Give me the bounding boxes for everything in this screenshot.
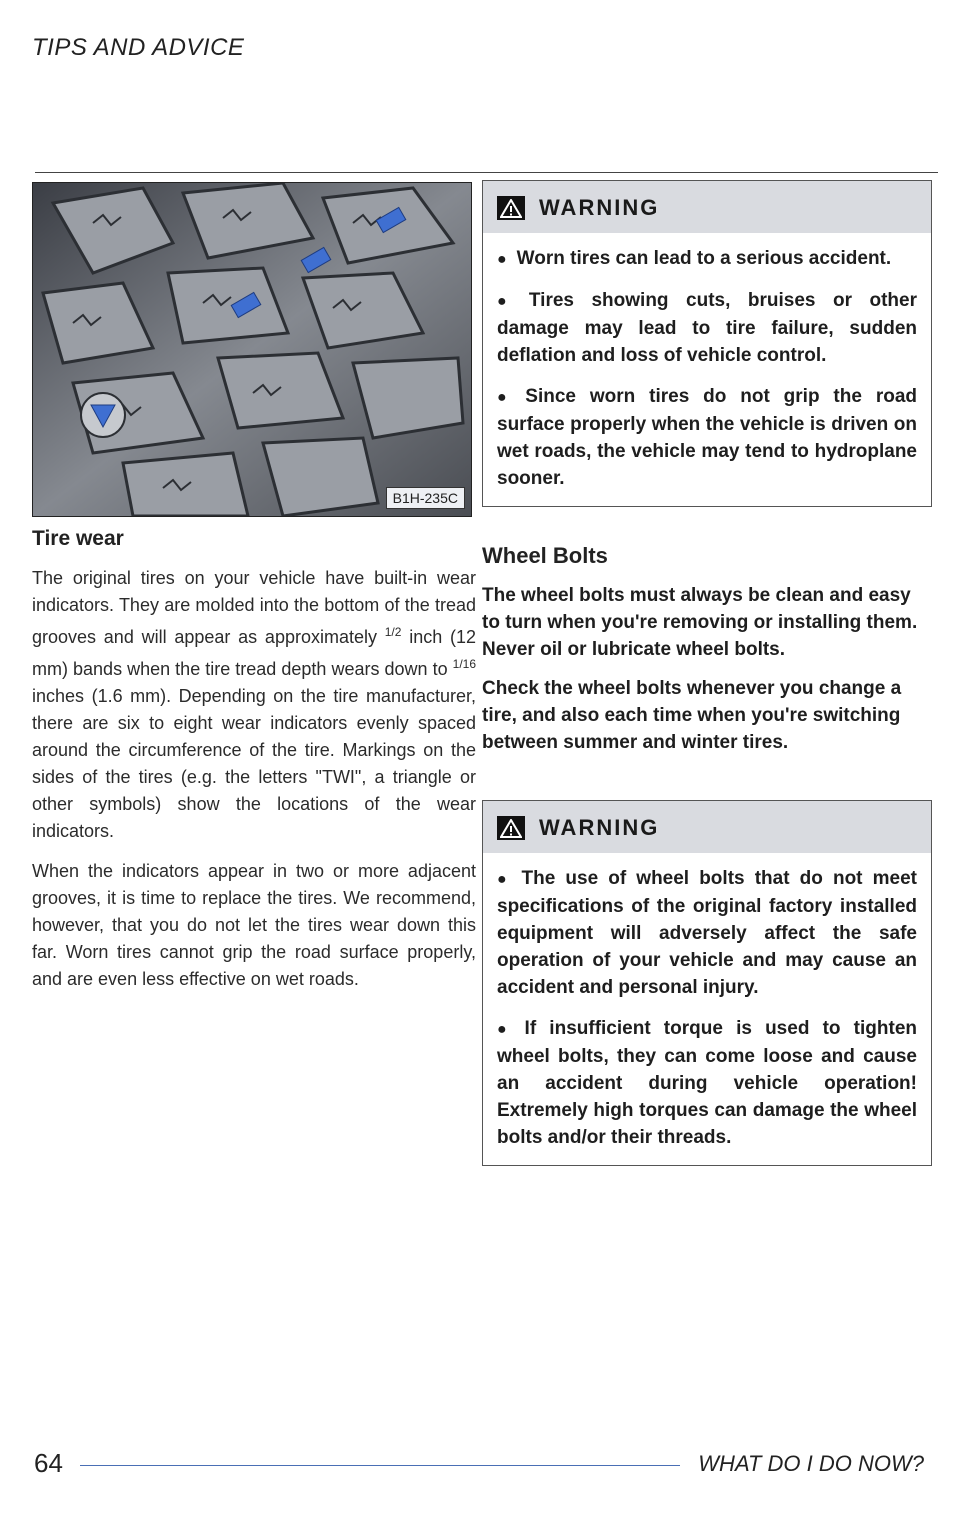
warning-title: WARNING — [539, 195, 660, 220]
warning-box-tires — [482, 180, 932, 507]
warning-item: ● The use of wheel bolts that do not meet specifications of the original factory installed equipment will adversely affect the safe operation of your vehicle and may cause an accident and personal injury. — [497, 868, 917, 998]
warning-triangle-icon — [497, 196, 525, 220]
figure-code: B1H-235C — [386, 487, 465, 509]
warning-box-bolts — [482, 800, 932, 1166]
tire-wear-title: Tire wear — [32, 527, 124, 550]
fraction-half: 1/2 — [384, 625, 402, 639]
tire-wear-paragraph-2: When the indicators appear in two or more adjacent grooves, it is time to replace the tires. We recommend, however, that you do not let the tires wear down this far. Worn tires cannot grip the road surface properly, and are even less effective on wet roads. — [32, 861, 476, 989]
right-column — [482, 180, 932, 1166]
warning-triangle-icon — [497, 816, 525, 840]
wheel-bolts-paragraph-2: Check the wheel bolts whenever you change a tire, and also each time when you're switching between summer and winter tires. — [482, 678, 902, 753]
warning-item: ● If insufficient torque is used to tighten wheel bolts, they can come loose and cause an accident during vehicle operation! Extremely high torques can damage the wheel bolts and/or their threads. — [497, 1018, 917, 1148]
warning-item: ● Tires showing cuts, bruises or other damage may lead to tire failure, sudden deflation and loss of vehicle control. — [497, 290, 917, 366]
tire-tread-figure — [32, 182, 472, 517]
warning-header — [483, 801, 931, 853]
page-number: 64 — [34, 1448, 63, 1478]
page-header: TIPS AND ADVICE — [32, 34, 245, 61]
warning-title: WARNING — [539, 815, 660, 840]
header-rule — [35, 172, 938, 173]
footer-section-title: WHAT DO I DO NOW? — [698, 1451, 924, 1476]
warning-item: ● Since worn tires do not grip the road surface properly when the vehicle is driven on wet roads, the vehicle may tend to hydroplane sooner. — [497, 386, 917, 489]
fraction-sixteenth: 1/16 — [452, 657, 476, 671]
wheel-bolts-title: Wheel Bolts — [482, 543, 608, 568]
left-column — [32, 182, 476, 1006]
tire-wear-paragraph-1: The original tires on your vehicle have built-in wear indicators. They are molded into the bottom of the tread grooves and will appear as approximately $^{1/2}$ inch (12 mm) bands when the tire tread depth wears down to $^{1/16}$ inches (1.6 mm). Depending on the tire manufacturer, there are six to eight wear indicators evenly spaced around the circumference of the tire. Markings on the sides of the tires (e.g. the letters "TWI", a triangle or other symbols) show the locations of the wear indicators. — [32, 568, 476, 841]
tire-tread-illustration — [33, 183, 471, 516]
wheel-bolts-paragraph-1: The wheel bolts must always be clean and easy to turn when you're removing or installing them. Never oil or lubricate wheel bolts. — [482, 585, 918, 660]
warning-item: ● Worn tires can lead to a serious accident. — [497, 248, 892, 269]
footer-rule — [80, 1465, 680, 1466]
warning-header — [483, 181, 931, 233]
